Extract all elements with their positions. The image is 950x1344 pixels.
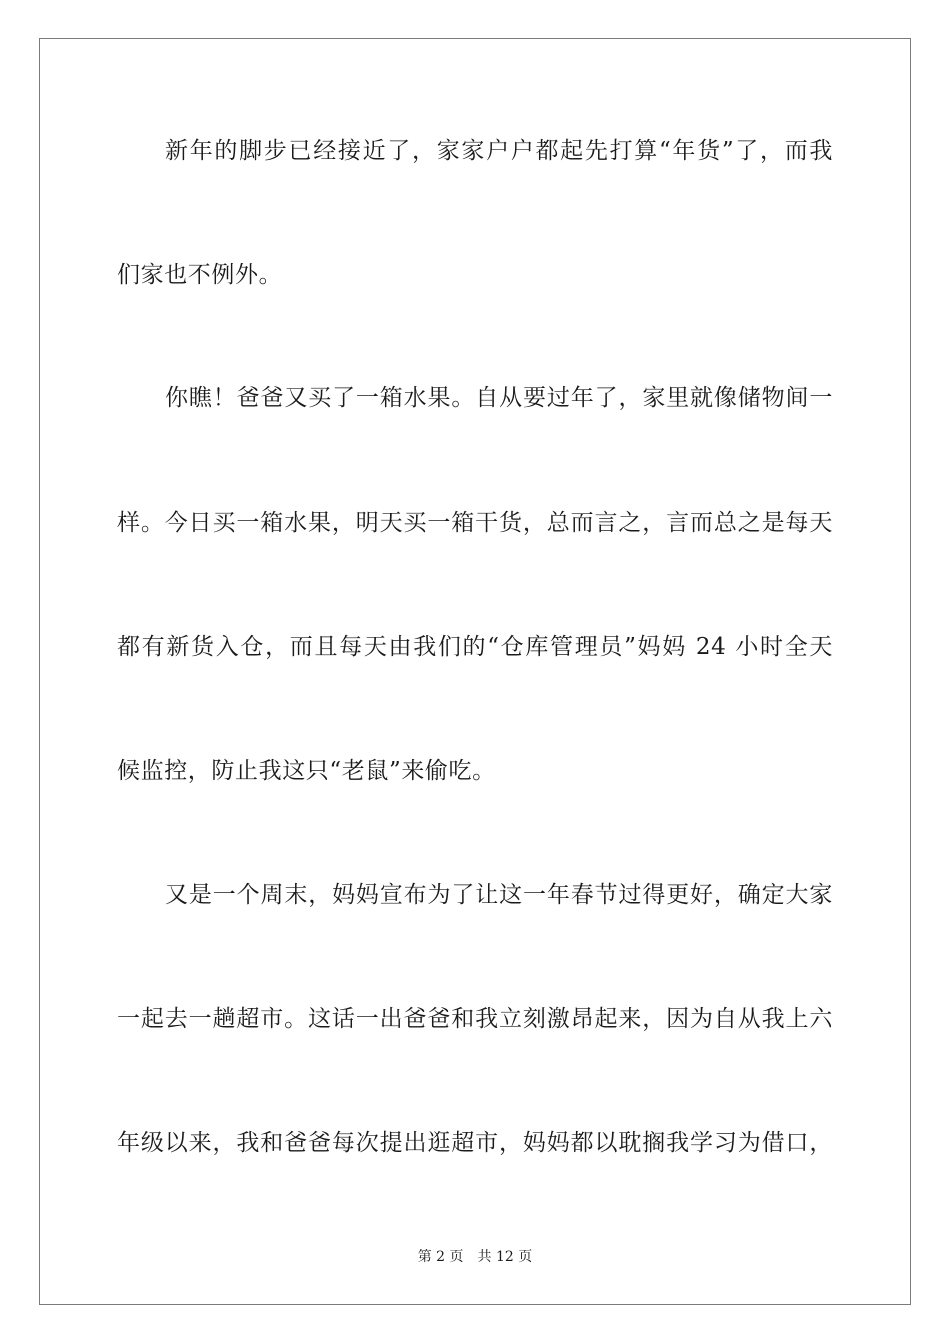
page-border <box>39 38 911 1305</box>
text-line: 都有新货入仓，而且每天由我们的“仓库管理员”妈妈 24 小时全天 <box>117 634 833 660</box>
page-number: 第 2 页 <box>417 1249 464 1265</box>
text-line: 新年的脚步已经接近了，家家户户都起先打算“年货”了，而我 <box>165 138 833 164</box>
page-total: 共 12 页 <box>477 1249 533 1265</box>
page-footer <box>0 1248 950 1266</box>
text-line: 候监控，防止我这只“老鼠”来偷吃。 <box>117 758 496 784</box>
text-line: 们家也不例外。 <box>117 262 283 288</box>
text-line: 年级以来，我和爸爸每次提出逛超市，妈妈都以耽搁我学习为借口， <box>117 1130 833 1156</box>
text-line: 你瞧！爸爸又买了一箱水果。自从要过年了，家里就像储物间一 <box>165 385 833 411</box>
text-line: 一起去一趟超市。这话一出爸爸和我立刻激昂起来，因为自从我上六 <box>117 1006 833 1032</box>
text-line: 样。今日买一箱水果，明天买一箱干货，总而言之，言而总之是每天 <box>117 510 833 536</box>
text-line: 又是一个周末，妈妈宣布为了让这一年春节过得更好，确定大家 <box>165 882 833 908</box>
